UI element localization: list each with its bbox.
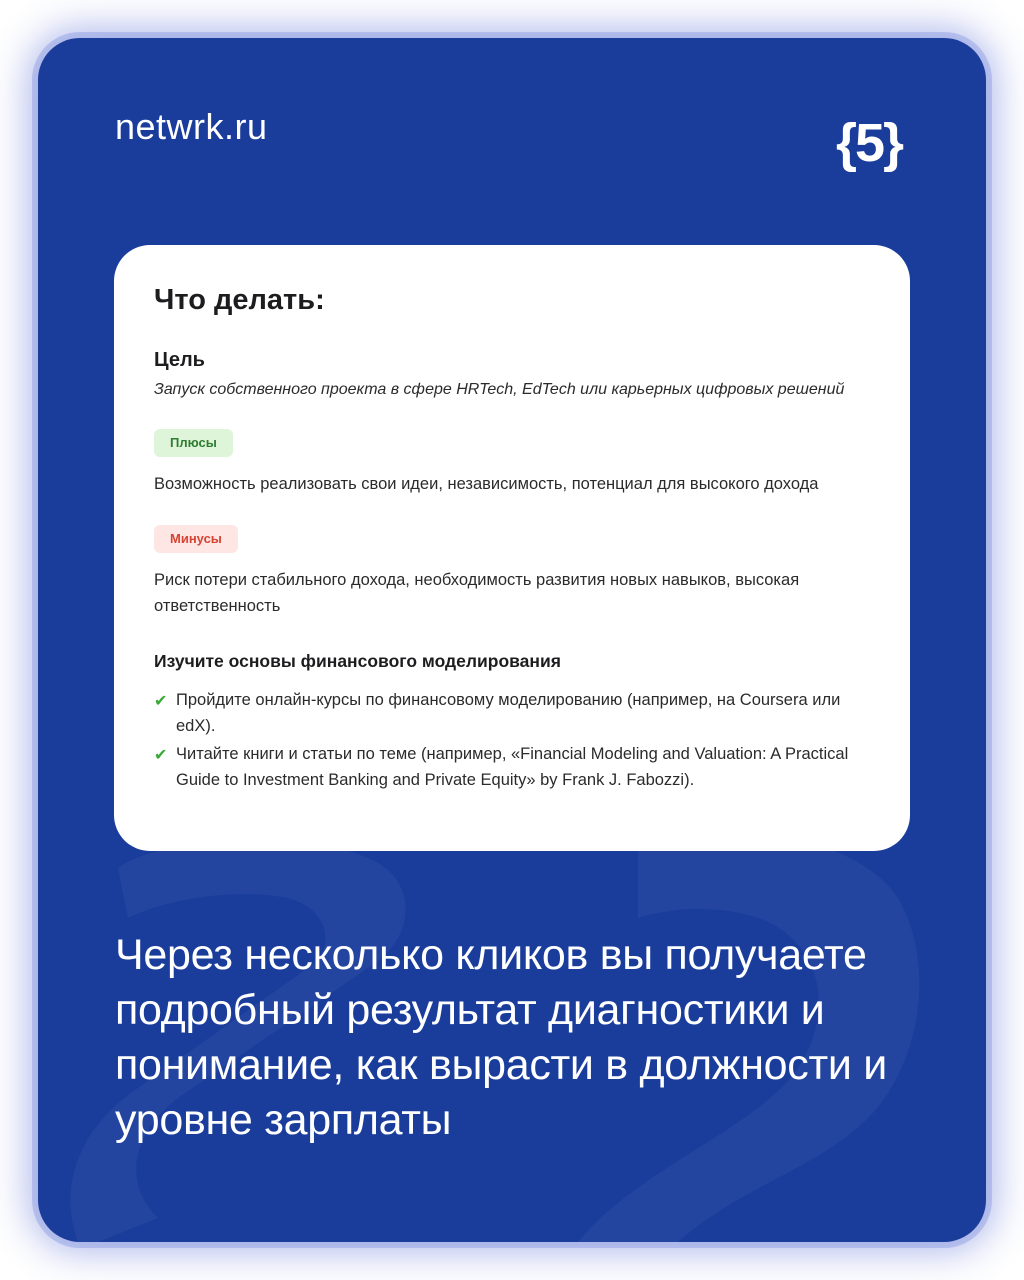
pros-text: Возможность реализовать свои идеи, независимость, потенциал для высокого дохода <box>154 475 819 493</box>
check-icon: ✔ <box>154 693 168 710</box>
content-card-body <box>154 281 874 809</box>
checklist <box>154 687 874 793</box>
pros-badge: Плюсы <box>154 429 233 457</box>
cons-text: Риск потери стабильного дохода, необходимость развития новых навыков, высокая ответственность <box>154 571 800 615</box>
goal-heading: Цель <box>154 349 205 371</box>
brand-name: netwrk.ru <box>115 106 268 147</box>
checklist-item <box>154 741 874 793</box>
cons-badge: Минусы <box>154 525 238 553</box>
footer-headline: Через несколько кликов вы получаете подробный результат диагностики и понимание, как вырасти в должности и уровне зарплаты <box>115 931 887 1144</box>
section-heading: Изучите основы финансового моделирования <box>154 651 561 671</box>
checklist-item <box>154 687 874 739</box>
goal-text: Запуск собственного проекта в сфере HRTech, EdTech или карьерных цифровых решений <box>154 381 845 398</box>
brand-logo-icon <box>824 108 914 178</box>
check-icon: ✔ <box>154 747 168 764</box>
promo-card <box>38 38 986 1242</box>
content-card <box>114 245 910 851</box>
checklist-item-text: Пройдите онлайн-курсы по финансовому моделированию (например, на Coursera или edX). <box>176 691 841 735</box>
checklist-item-text: Читайте книги и статьи по теме (например, «Financial Modeling and Valuation: A Practical Guide to Investment Banking and Private Equity» by Frank J. Fabozzi). <box>176 745 849 789</box>
brand-logo-text: {5} <box>835 113 903 173</box>
card-title: Что делать: <box>154 284 325 316</box>
